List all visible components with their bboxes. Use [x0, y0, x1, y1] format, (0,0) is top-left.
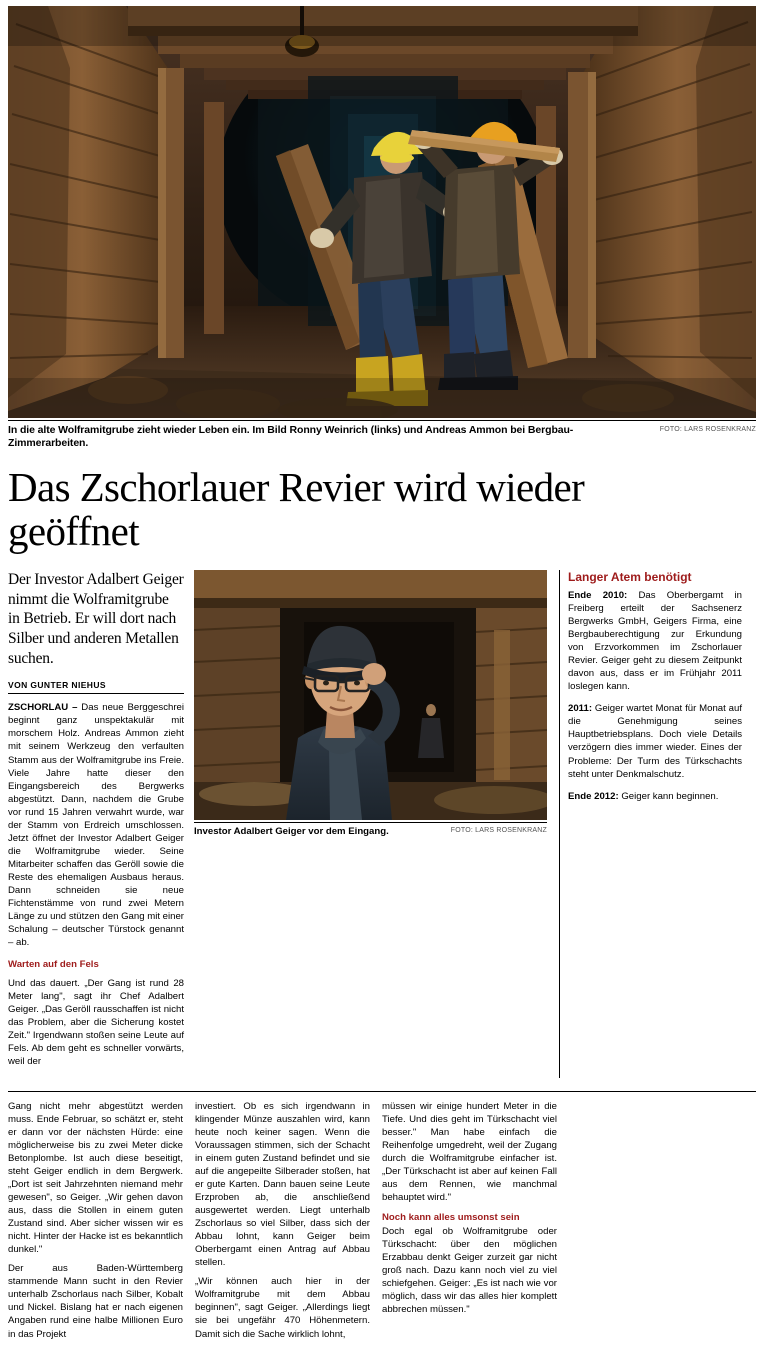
hero-photo-credit: FOTO: LARS ROSENKRANZ	[659, 426, 756, 433]
body-paragraph: „Wir können auch hier in der Wolframitgrube mit dem Abbau beginnen", sagt Geiger. „Allerdings liegt sie bei ungefähr 470 Höhenmetern. Damit sich die Sache wirklich lohnt,	[195, 1276, 370, 1340]
body-paragraph: Gang nicht mehr abgestützt werden muss. Ende Februar, so schätzt er, steht er dann vor der nächsten Hürde: eine möglicherweise bis zu zwei Meter dicke Betonplombe. Ist auch diese beseitigt, steht Geiger endlich in dem Bergwerk. „Dort ist seit Jahrzehnten niemand mehr gewesen", so Geiger. „Wir gehen davon aus, dass die Stollen in einem guten Zustand sind. Aber sicher wissen wir es nicht. Hinter der Hacke ist es bekanntlich dunkel."	[8, 1100, 183, 1256]
body-paragraph: Doch egal ob Wolframitgrube oder Türkschacht: über den möglichen Erzabbau denkt Geiger zurzeit gar nicht groß nach. Dazu kann noch viel zu viel schiefgehen. Geiger: „Es ist nach wie vor möglich, dass wir das alles hier komplett abbrechen müssen."	[382, 1226, 557, 1316]
sidebar-item-lead: 2011:	[568, 703, 593, 715]
hero-caption-text: In die alte Wolframitgrube zieht wieder Leben ein. Im Bild Ronny Weinrich (links) und Andreas Ammon bei Bergbau-Zimmerarbeiten.	[8, 424, 574, 450]
continuation-column-4	[569, 1100, 756, 1347]
inset-photo-column	[194, 570, 559, 1078]
lead-body-text-1: Das neue Berggeschrei beginnt ganz unspektakulär mit morschem Holz. Andreas Ammon zieht mit seinem Werkzeug den verfaulten Stamm aus der Wolframitgrube ins Freie. Viele Jahre hatte dieser den Eingangsbereich des Bergwerks abgestützt. Dann, nachdem die Grube vor rund 15 Jahren verwahrt wurde, war der Stamm von Erdreich umschlossen. Jetzt öffnet der Investor Adalbert Geiger die Wolframitgrube wieder. Seine Mitarbeiter schaffen das Geröll sowie die Reste des ehemaligen Ausbaus heraus. Dann schneiden sie neue Fichtenstämme von rund zwei Metern Länge zu und stützen den Gang mit einer Schalung – deutscher Türstock genannt – ab.	[8, 702, 185, 949]
inset-caption	[194, 822, 547, 837]
lead-body-paragraph-2: Und das dauert. „Der Gang ist rund 28 Meter lang", sagt ihr Chef Adalbert Geiger. „Das Geröll rausschaffen ist nicht das Problem, aber die Sicherung kostet Zeit." Irgendwann stoßen seine Leute auf Fels. Ab dem geht es schneller vorwärts, weil der	[8, 977, 184, 1068]
continuation-column-1	[8, 1100, 195, 1347]
continuation-column-3	[382, 1100, 569, 1347]
continuation-column-2	[195, 1100, 382, 1347]
article-continuation	[8, 1091, 756, 1347]
inset-caption-text: Investor Adalbert Geiger vor dem Eingang.	[194, 825, 389, 837]
sidebar-item-text: Geiger kann beginnen.	[618, 790, 719, 802]
sidebar-title: Langer Atem benötigt	[568, 569, 692, 584]
lead-column	[8, 570, 194, 1078]
lead-body-paragraph-1	[8, 701, 184, 949]
section-subheading: Noch kann alles umsonst sein	[382, 1212, 520, 1224]
lead-paragraph: Der Investor Adalbert Geiger nimmt die Wolframitgrube in Betrieb. Er will dort nach Silber und anderen Metallen suchen.	[8, 570, 184, 667]
sidebar-item-text: Geiger wartet Monat für Monat auf die Genehmigung seines Hauptbetriebsplans. Doch viele Details verzögern dies immer wieder. Eines der Probleme: Der Turm des Türkschachts steht unter Denkmalschutz.	[568, 703, 742, 780]
inset-photo	[194, 570, 547, 820]
investor-portrait-illustration	[194, 570, 547, 820]
hero-caption	[8, 420, 756, 450]
page-title: Das Zschorlauer Revier wird wieder geöffnet	[8, 464, 585, 555]
sidebar-item-lead: Ende 2010:	[568, 589, 628, 601]
sidebar-item-lead: Ende 2012:	[568, 790, 619, 802]
inset-photo-credit: FOTO: LARS ROSENKRANZ	[450, 827, 547, 835]
mine-tunnel-illustration	[8, 6, 756, 418]
body-paragraph: müssen wir einige hundert Meter in die Tiefe. Und dies geht im Türkschacht viel besser." Man habe einfach die Reihenfolge umgedreht, weil der Zugang durch die Wolframitgrube einfacher ist. „Der Türkschacht ist aber auf keinen Fall aus dem Rennen, wie manchmal behauptet wird."	[382, 1100, 557, 1204]
sidebar-item-text: Das Oberbergamt in Freiberg erteilt der Sachsenerz Bergwerks GmbH, Geigers Firma, eine Bergbauberechtigung zur Erkundung von Erzvorkommen im Zschorlauer Revier. Geiger geht zu diesem Zeitpunkt davon aus, dass er im Frühjahr 2011 loslegen kann.	[568, 589, 742, 693]
sidebar-item	[568, 702, 742, 780]
sidebar-box	[559, 570, 742, 1078]
lead-subheading: Warten auf den Fels	[8, 958, 99, 970]
byline: VON GUNTER NIEHUS	[8, 680, 184, 694]
body-paragraph: investiert. Ob es sich irgendwann in klingender Münze auszahlen wird, kann heute noch keiner sagen. Wenn die Voraussagen stimmen, sich der Schacht in einem guten Zustand befindet und sie auf die angepeilte Silberader stoßen, hat er gute Karten. Dann bauen seine Leute Erzproben ab, die anschließend ausgewertet werden. Liegt unterhalb Zschorlaus so viel Silber, dass sich der Abbau lohnt, kann Geiger beim Oberbergamt einen Antrag auf Abbau stellen.	[195, 1100, 370, 1269]
sidebar-item	[568, 790, 742, 803]
dateline: ZSCHORLAU –	[8, 702, 78, 714]
sidebar-item	[568, 589, 742, 693]
main-columns	[8, 570, 756, 1078]
body-paragraph: Der aus Baden-Württemberg stammende Mann sucht in den Revier unterhalb Zschorlaus nach Silber, Kobalt und Nickel. Bislang hat er nach eigenen Angaben rund eine halbe Millionen Euro in das Projekt	[8, 1263, 183, 1340]
hero-photo	[8, 6, 756, 418]
